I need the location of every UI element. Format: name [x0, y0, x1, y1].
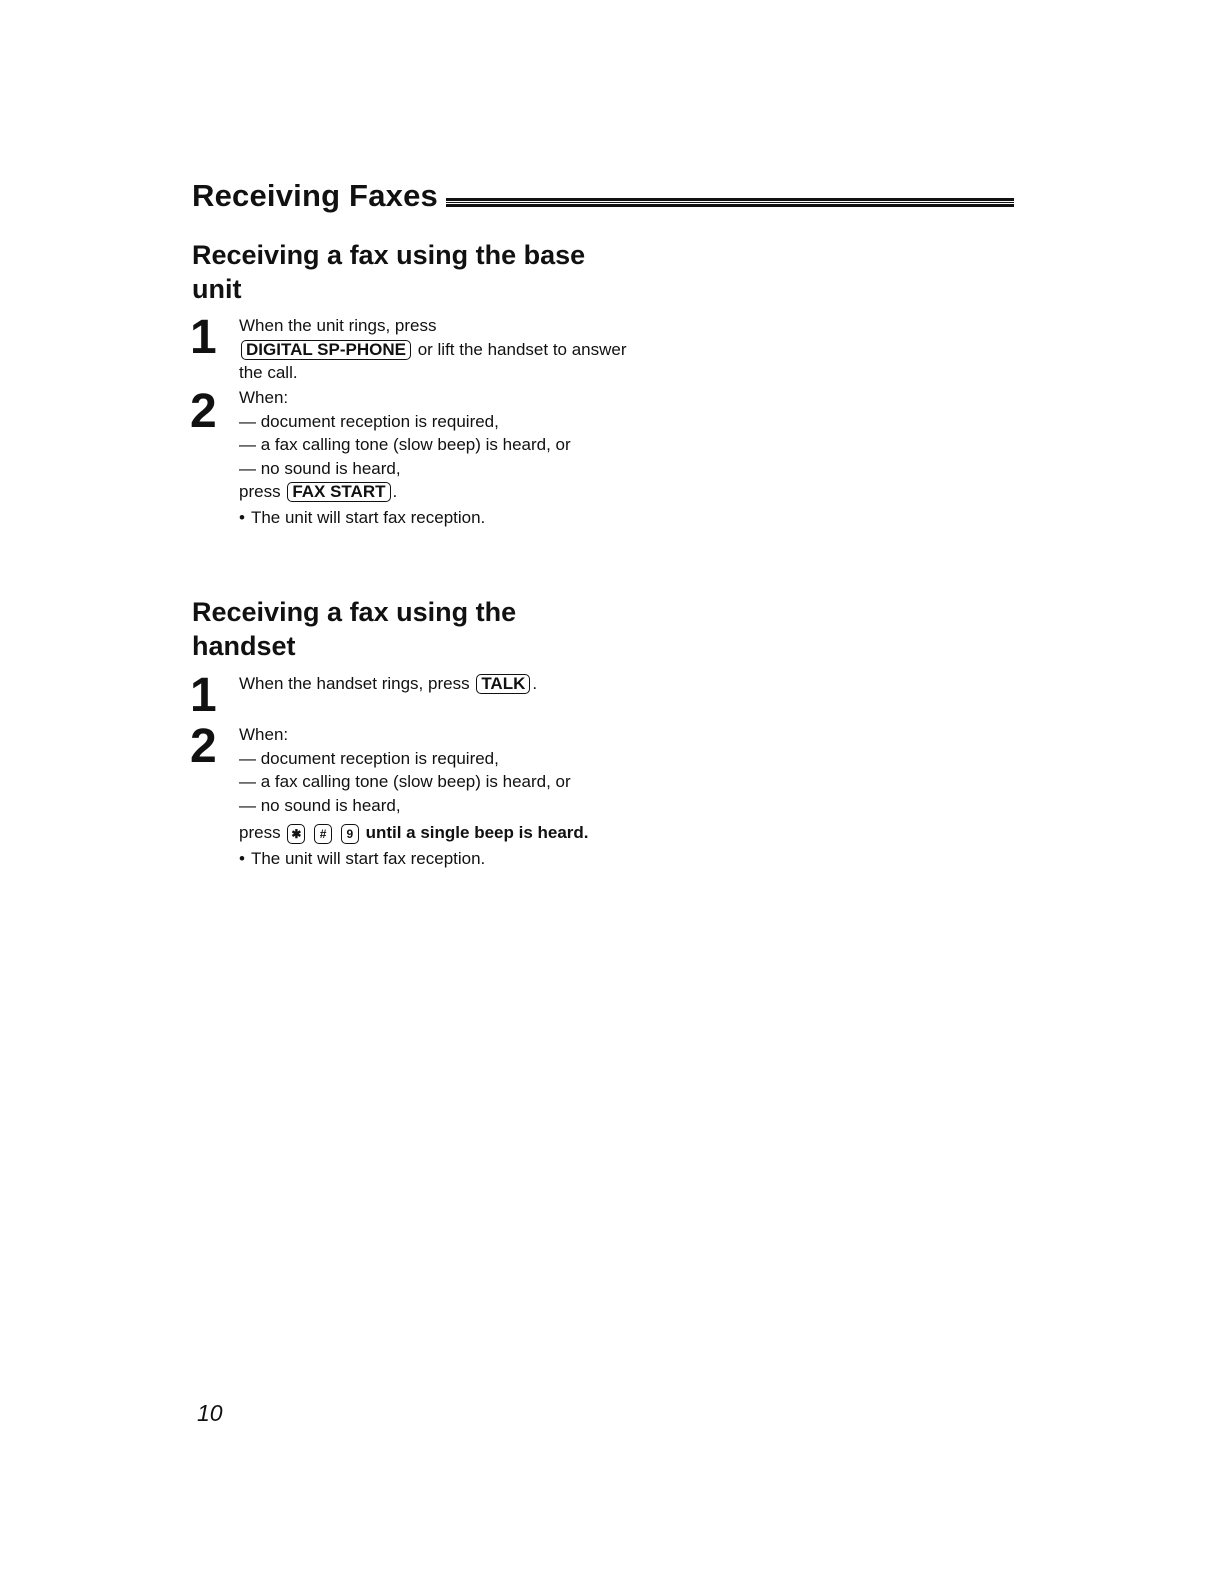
star-key: ✱ — [287, 824, 305, 844]
step-1-handset-body — [239, 672, 639, 696]
fax-start-key: FAX START — [287, 482, 390, 502]
step-2-handset-note: • The unit will start fax reception. — [239, 847, 639, 871]
step-2-handset-press-line — [239, 821, 639, 845]
title-rule — [446, 198, 1014, 207]
press-label: press — [239, 823, 281, 842]
step-2-handset-intro: When: — [239, 725, 289, 744]
period: . — [392, 482, 398, 501]
period: . — [532, 674, 538, 693]
digital-sp-phone-key: DIGITAL SP-PHONE — [241, 340, 411, 360]
condition-item: — no sound is heard, — [239, 795, 401, 815]
press-label: press — [239, 482, 281, 501]
page-number: 10 — [197, 1400, 223, 1426]
step-1-handset-text — [239, 672, 639, 696]
condition-item: — document reception is required, — [239, 411, 499, 431]
step-1-base-text-after: or lift the handset to answer the call. — [239, 339, 627, 382]
step-2-base-intro: When: — [239, 388, 289, 407]
section-title-handset: Receiving a fax using the handset — [192, 597, 517, 661]
step-1-base-text-before: When the unit rings, press — [239, 316, 437, 335]
section-title-base-unit: Receiving a fax using the base unit — [192, 240, 586, 304]
step-2-base-press-line — [239, 480, 639, 504]
page-title-row — [192, 174, 1014, 214]
page-title: Receiving Faxes — [192, 178, 438, 213]
step-2-handset-body — [239, 723, 639, 870]
step-2-base-body — [239, 386, 639, 529]
talk-key: TALK — [476, 674, 530, 694]
step-number-1-base: 1 — [190, 311, 217, 364]
condition-item: — no sound is heard, — [239, 458, 401, 478]
nine-key: 9 — [341, 824, 359, 844]
condition-item: — a fax calling tone (slow beep) is heard, or — [239, 772, 571, 791]
step-number-2-handset: 2 — [190, 720, 217, 773]
condition-item: — document reception is required, — [239, 748, 499, 768]
step-1-handset-text-before: When the handset rings, press — [239, 674, 470, 693]
condition-item: — a fax calling tone (slow beep) is heard, or — [239, 435, 571, 454]
step-1-base-text — [239, 314, 639, 385]
hash-key: # — [314, 824, 332, 844]
step-2-base-note: • The unit will start fax reception. — [239, 506, 639, 530]
step-number-1-handset: 1 — [190, 669, 217, 722]
step-1-base-body — [239, 314, 639, 385]
step-number-2-base: 2 — [190, 385, 217, 438]
step-2-handset-instruction: until a single beep is heard. — [365, 823, 589, 842]
